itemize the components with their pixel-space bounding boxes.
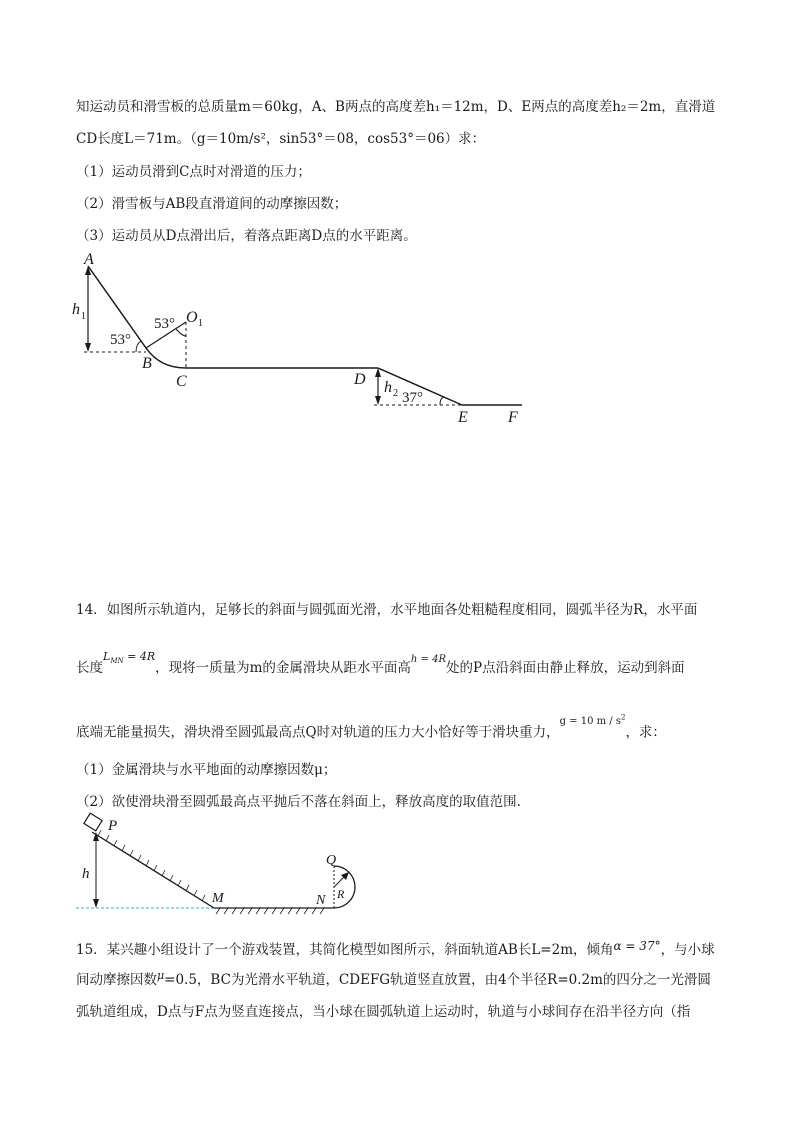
p15-line2-b: =0.5，BC为光滑水平轨道，CDEFG轨道竖直放置，由4个半径R=0.2m的四分之一光滑圆 xyxy=(164,972,711,988)
p14-line2-c: 处的P点沿斜面由静止释放，运动到斜面 xyxy=(446,660,685,676)
p14-question-1: （1）金属滑块与水平地面的动摩擦因数μ； xyxy=(76,762,337,778)
label-Q: Q xyxy=(326,853,337,868)
formula-mu: μ xyxy=(157,969,165,982)
label-B: B xyxy=(142,355,152,372)
label-M: M xyxy=(212,891,224,906)
p13-question-2: （2）滑雪板与AB段直滑道间的动摩擦因数； xyxy=(76,196,348,212)
label-C: C xyxy=(176,373,187,390)
p15-line1-b: ，与小球 xyxy=(660,942,715,958)
p14-line2-a: 长度 xyxy=(76,660,103,676)
p15-text-line-2 xyxy=(76,970,740,991)
label-O1: O xyxy=(186,309,198,326)
label-h1-sub: 1 xyxy=(81,311,86,322)
p14-line3-a: 底端无能量损失，滑块滑至圆弧最高点Q时对轨道的压力大小恰好等于滑块重力， xyxy=(76,724,560,741)
p15-text-line-1 xyxy=(76,940,740,960)
label-h: h xyxy=(82,866,90,882)
formula-alpha: α = 37° xyxy=(613,939,661,953)
p14-line3-b: ，求： xyxy=(625,724,666,741)
label-D: D xyxy=(354,371,366,388)
formula-h: h = 4R xyxy=(410,654,446,665)
formula-g: g = 10 m / s2 xyxy=(559,714,626,728)
p15-line1-a: 15．某兴趣小组设计了一个游戏装置，其简化模型如图所示，斜面轨道AB长L=2m，倾角 xyxy=(76,942,614,958)
label-F: F xyxy=(508,409,518,426)
label-N: N xyxy=(316,893,326,908)
p14-line2-b: ，现将一质量为m的金属滑块从距水平面高 xyxy=(155,660,411,676)
p14-text-line-1: 14．如图所示轨道内，足够长的斜面与圆弧面光滑，水平地面各处粗糙程度相同，圆弧半径为R，水平面 xyxy=(76,602,698,618)
p15-line2-a: 间动摩擦因数 xyxy=(76,972,157,988)
label-R: R xyxy=(337,887,345,901)
label-h1: h xyxy=(72,301,80,318)
label-angle-de: 37° xyxy=(402,390,423,406)
p13-text-line-1: 知运动员和滑雪板的总质量m＝60kg，A、B两点的高度差h₁＝12m，D、E两点的高度差h₂＝2m，直滑道 xyxy=(76,99,716,115)
label-angle-ab: 53° xyxy=(110,332,131,348)
p14-question-2: （2）欲使滑块滑至圆弧最高点平抛后不落在斜面上，释放高度的取值范围. xyxy=(76,794,521,810)
label-P: P xyxy=(108,818,118,834)
label-O1-sub: 1 xyxy=(198,318,203,329)
formula-lmn: LMN = 4R xyxy=(103,650,156,666)
label-h2: h xyxy=(384,379,392,396)
p13-text-line-2: CD长度L＝71m。（g＝10m/s²，sin53°＝08，cos53°＝06）求： xyxy=(76,131,486,147)
label-angle-o1: 53° xyxy=(154,316,175,332)
label-A: A xyxy=(84,251,94,268)
p15-text-line-3: 弧轨道组成，D点与F点为竖直连接点，当小球在圆弧轨道上运动时，轨道与小球间存在沿半径方向（指 xyxy=(76,1004,691,1020)
p13-question-3: （3）运动员从D点滑出后，着落点距离D点的水平距离。 xyxy=(76,228,417,244)
label-h2-sub: 2 xyxy=(393,388,398,399)
p13-question-1: （1）运动员滑到C点时对滑道的压力； xyxy=(76,164,311,180)
label-E: E xyxy=(458,409,468,426)
